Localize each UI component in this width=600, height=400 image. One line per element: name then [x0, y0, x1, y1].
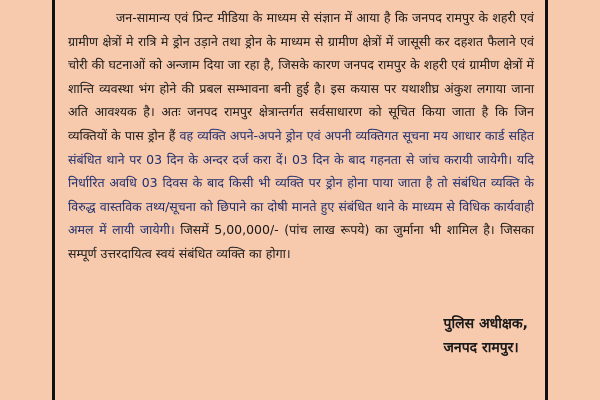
right-border-line [545, 0, 548, 400]
notice-text-part2: वह व्यक्ति अपने-अपने ड्रोन एवं अपनी व्यक्तिगत सूचना मय आधार कार्ड सहित संबंधित थाने पर 03 दिन के अन्दर दर्ज करा दें। 03 दिन के बाद गहनता से जांच करायी जायेगी। यदि निर्धारित अवधि 03 दिवस के बाद किसी भी व्यक्ति पर ड्रोन होना पाया जाता है तो संबंधित व्यक्ति के विरुद्ध वास्तविक तथ्य/सूचना को छिपाने का दोषी मानते हुए संबंधित थाने के माध्यम से विधिक कार्यवाही अमल में लायी जायेगी। [68, 127, 535, 238]
notice-text-part1: जन-सामान्य एवं प्रिन्ट मीडिया के माध्यम से संज्ञान में आया है कि जनपद रामपुर के शहरी एवं ग्रामीण क्षेत्रों मे रात्रि मे ड्रोन उड़ाने तथा ड्रोन के माध्यम से ग्रामीण क्षेत्रों में जासूसी कर दहशत फैलाने एवं चोरी की घटनाओं को अन्जाम दिया जा रहा है, जिसके कारण जनपद रामपुर के शहरी एवं ग्रामीण क्षेत्रों में शान्ति व्यवस्था भंग होने की प्रबल सम्भावना बनी हुई है। इस कयास पर यथाशीघ्र अंकुश लगाया जाना अति आवश्यक है। अतः जनपद रामपुर क्षेत्रान्तर्गत सर्वसाधारण को सूचित किया जाता है कि जिन व्यक्तियों के पास ड्रोन हैं [68, 10, 534, 143]
signature-district: जनपद रामपुर। [443, 340, 519, 356]
notice-text-part3: जिसमें 5,00,000/- (पांच लाख रूपये) का जुर्माना भी शामिल है। जिसका सम्पूर्ण उत्तरदायित्व स्वयं संबंधित व्यक्ति का होगा। [68, 222, 535, 261]
signature-block [444, 312, 528, 360]
signature-title: पुलिस अधीक्षक, [443, 316, 528, 332]
notice-body [68, 6, 534, 266]
left-border-line [52, 0, 55, 400]
notice-paragraph [68, 6, 534, 266]
